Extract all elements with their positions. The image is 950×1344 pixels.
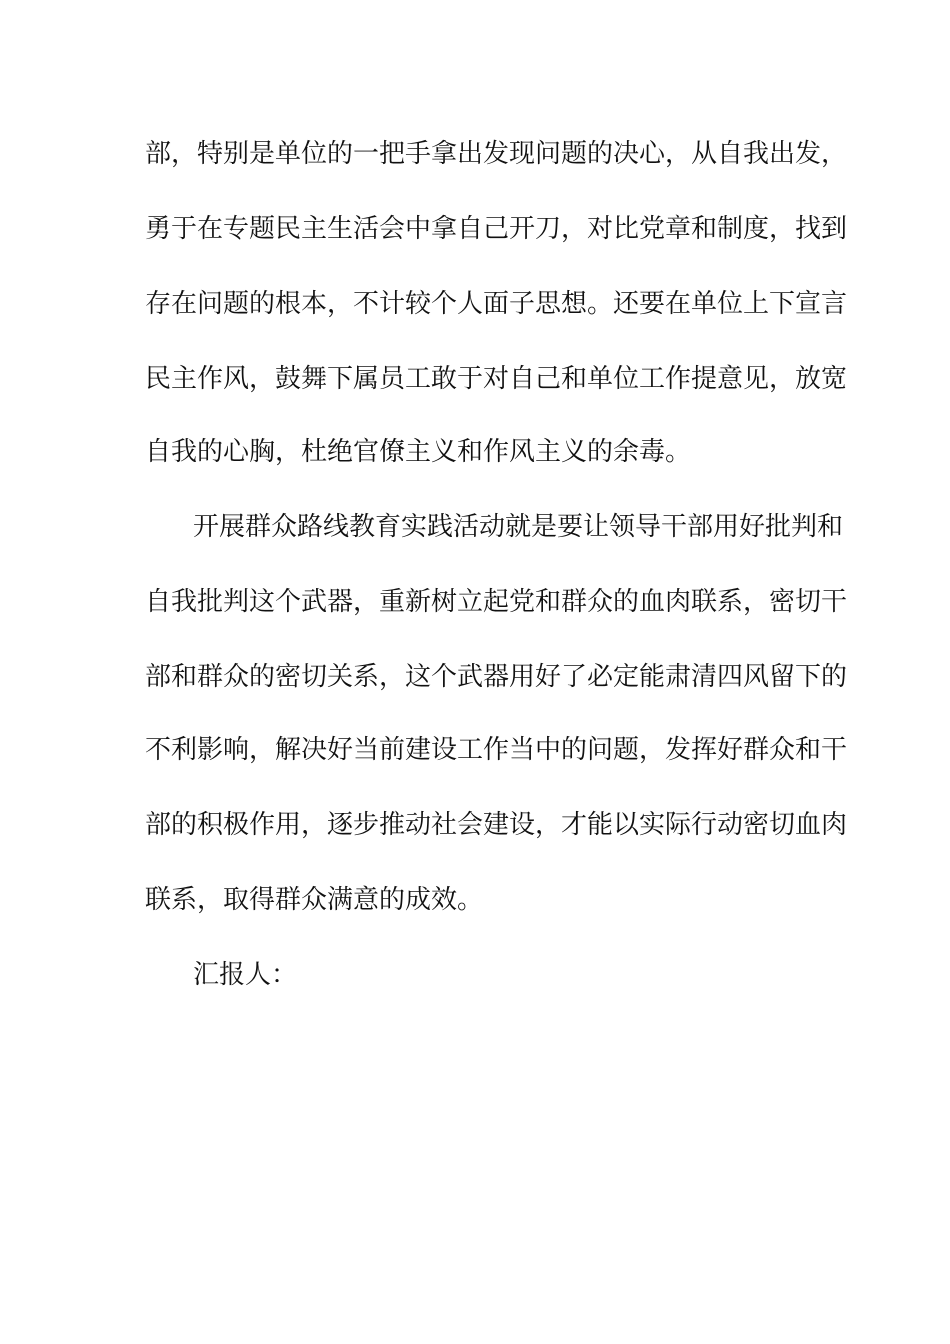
paragraph-1-line-5: 自我的心胸，杜绝官僚主义和作风主义的余毒。 bbox=[145, 437, 692, 467]
paragraph-2-line-3: 部和群众的密切关系，这个武器用好了必定能肃清四风留下的 bbox=[145, 662, 848, 692]
paragraph-1-line-3: 存在问题的根本，不计较个人面子思想。还要在单位上下宣言 bbox=[145, 289, 848, 319]
paragraph-2-line-6: 联系，取得群众满意的成效。 bbox=[145, 885, 484, 915]
paragraph-1-line-2: 勇于在专题民主生活会中拿自己开刀，对比党章和制度，找到 bbox=[145, 214, 848, 244]
paragraph-1-line-1: 部，特别是单位的一把手拿出发现问题的决心，从自我出发， bbox=[145, 139, 848, 169]
paragraph-1-line-4: 民主作风，鼓舞下属员工敢于对自己和单位工作提意见，放宽 bbox=[145, 364, 848, 394]
paragraph-2-line-4: 不利影响，解决好当前建设工作当中的问题，发挥好群众和干 bbox=[145, 735, 848, 765]
paragraph-2-line-2: 自我批判这个武器，重新树立起党和群众的血肉联系，密切干 bbox=[145, 587, 848, 617]
paragraph-2-line-5: 部的积极作用，逐步推动社会建设，才能以实际行动密切血肉 bbox=[145, 810, 848, 840]
paragraph-2-line-1: 开展群众路线教育实践活动就是要让领导干部用好批判和 bbox=[193, 512, 844, 542]
signature-label: 汇报人： bbox=[193, 960, 298, 990]
